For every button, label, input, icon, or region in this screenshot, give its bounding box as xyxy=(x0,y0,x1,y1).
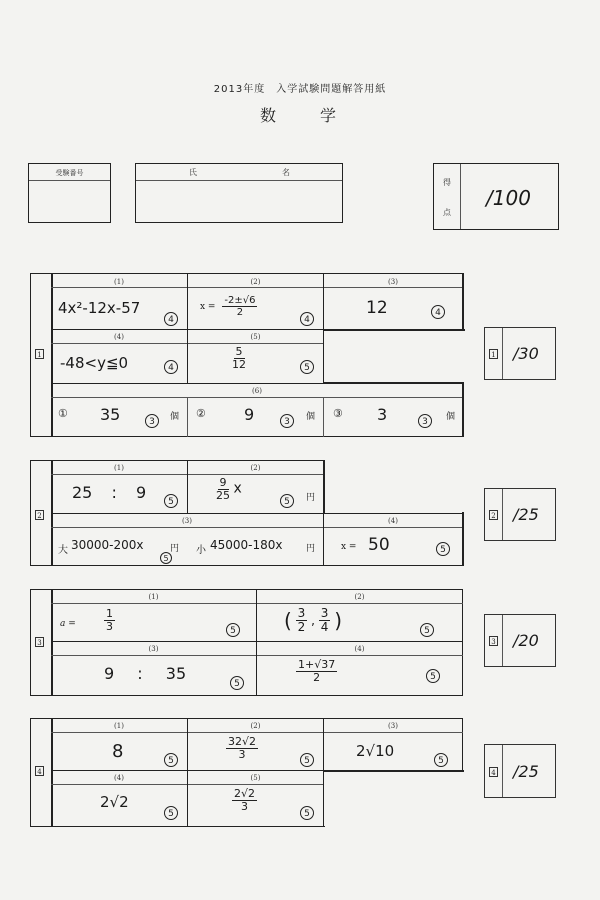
q4-points-1: 5 xyxy=(164,753,178,767)
q4-label-1: (1) xyxy=(114,722,124,730)
q1-6-points-2: 3 xyxy=(280,414,294,428)
q3-number: 3 xyxy=(35,637,44,647)
q1-answer-2 xyxy=(200,295,257,318)
name-box[interactable] xyxy=(135,163,343,223)
q4-label-5: (5) xyxy=(250,774,261,782)
q1-answer-2-den: 2 xyxy=(236,307,244,318)
q1-points-3: 4 xyxy=(431,305,445,319)
q3-label-3: (3) xyxy=(148,645,159,653)
q3-answer-3-left: 9 xyxy=(104,664,115,683)
q3-score-box xyxy=(484,614,556,667)
name-label-1: 氏 xyxy=(189,168,197,177)
score-label-2: 点 xyxy=(443,208,451,217)
q3-answer-2-n1: 3 xyxy=(297,606,306,620)
q3-points-2: 5 xyxy=(420,623,434,637)
q3-label-1: (1) xyxy=(148,593,159,601)
exam-number-label: 受験番号 xyxy=(55,169,84,177)
q1-score: /30 xyxy=(513,344,539,363)
q3-answer-2-open: ( xyxy=(284,608,292,633)
q3-points-4: 5 xyxy=(426,669,440,683)
page-title: 2013年度 入学試験問題解答用紙 xyxy=(213,84,387,95)
q3-answer-3-colon: : xyxy=(137,664,143,683)
q4-answer-2-num: 32√2 xyxy=(228,735,257,748)
q1-points-2: 4 xyxy=(300,312,314,326)
q2-label-3: (3) xyxy=(182,517,192,525)
q2-answer-1-right: 9 xyxy=(135,483,147,502)
q1-score-box xyxy=(484,327,556,380)
q1-label-4: (4) xyxy=(114,333,124,341)
q1-label-5: (5) xyxy=(250,333,261,341)
q4-answer-2 xyxy=(226,736,258,761)
q4-score: /25 xyxy=(513,762,539,781)
q4-answer-5-num: 2√2 xyxy=(234,787,256,800)
q3-answer-1-num: 1 xyxy=(106,607,113,620)
q4-points-2: 5 xyxy=(300,753,314,767)
q2-points-4: 5 xyxy=(436,542,450,556)
q3-answer-1-den: 3 xyxy=(106,620,113,634)
q3-answer-2-d2: 4 xyxy=(320,620,329,635)
q3-answer-2-n2: 3 xyxy=(320,606,329,620)
q2-answer-2-den: 25 xyxy=(216,489,230,503)
q1-points-5: 5 xyxy=(300,360,314,374)
q4-points-3: 5 xyxy=(434,753,448,767)
q1-answer-1: 4x²-12x-57 xyxy=(58,299,141,317)
q1-6-unit-2: 個 xyxy=(306,412,316,422)
q4-points-4: 5 xyxy=(164,806,178,820)
q4-label-4: (4) xyxy=(114,774,124,782)
q2-score-box xyxy=(484,488,556,541)
q3-answer-1-prefix: a = xyxy=(60,619,76,629)
q4-label-2: (2) xyxy=(250,722,261,730)
q1-answer-5 xyxy=(232,346,246,371)
q3-answer-4-num: 1+√37 xyxy=(298,658,336,671)
q4-score-number: 4 xyxy=(489,767,498,777)
q2-answer-3-small-unit: 円 xyxy=(306,544,316,554)
q3-score-number: 3 xyxy=(489,636,498,646)
q2-number: 2 xyxy=(35,510,44,520)
q3-score: /20 xyxy=(513,631,539,650)
q1-label-3: (3) xyxy=(388,278,398,286)
q3-label-2: (2) xyxy=(354,593,365,601)
q4-answer-5-den: 3 xyxy=(241,800,248,814)
q2-score-number: 2 xyxy=(489,510,498,520)
q3-answer-2-d1: 2 xyxy=(297,620,306,635)
q2-answer-4-prefix: x = xyxy=(341,542,357,552)
q1-6-value-2: 9 xyxy=(244,405,255,424)
q1-answer-3: 12 xyxy=(366,298,388,318)
q1-6-unit-3: 個 xyxy=(446,412,456,422)
q2-answer-3-small: 45000-180x xyxy=(210,538,283,552)
q2-points-3: 5 xyxy=(160,552,172,564)
q1-6-mark-1: ① xyxy=(58,407,68,420)
q4-label-3: (3) xyxy=(388,722,398,730)
q3-answer-2-close: ) xyxy=(334,608,343,633)
q2-answer-3-big-unit: 円 xyxy=(170,544,180,554)
q3-points-3: 5 xyxy=(230,676,244,690)
q1-6-mark-2: ② xyxy=(196,407,206,420)
q4-answer-5 xyxy=(232,788,257,813)
exam-number-box[interactable] xyxy=(28,163,111,223)
score-label-1: 得 xyxy=(443,178,451,187)
q1-6-mark-3: ③ xyxy=(333,407,343,420)
q1-answer-2-prefix: x = xyxy=(200,302,216,312)
total-score: /100 xyxy=(486,186,531,210)
q2-label-4: (4) xyxy=(388,517,398,525)
name-label-2: 名 xyxy=(282,168,290,177)
q3-points-1: 5 xyxy=(226,623,240,637)
q4-answer-3: 2√10 xyxy=(356,742,395,760)
q1-score-number: 1 xyxy=(489,349,498,359)
q3-answer-3-right: 35 xyxy=(165,664,187,683)
q3-answer-3 xyxy=(104,664,186,683)
q2-answer-1 xyxy=(72,483,146,502)
q3-answer-4 xyxy=(296,659,337,684)
q4-answer-1: 8 xyxy=(112,741,124,762)
q4-number: 4 xyxy=(35,766,44,776)
q2-answer-2-unit: 円 xyxy=(306,493,316,503)
q2-answer-1-left: 25 xyxy=(72,483,93,502)
q4-answer-4: 2√2 xyxy=(100,793,129,811)
q1-label-6: (6) xyxy=(252,387,262,395)
q2-answer-2-var: x xyxy=(233,480,242,497)
q1-answer-5-num: 5 xyxy=(235,345,243,358)
subject-title: 数 学 xyxy=(259,106,340,125)
q1-points-4: 4 xyxy=(164,360,178,374)
q2-answer-4: 50 xyxy=(368,535,390,555)
q1-6-points-1: 3 xyxy=(145,414,159,428)
q4-score-box xyxy=(484,744,556,798)
q3-answer-4-den: 2 xyxy=(313,671,321,685)
q1-6-value-3: 3 xyxy=(377,405,388,424)
q2-label-2: (2) xyxy=(250,464,261,472)
q1-number: 1 xyxy=(35,349,44,359)
q2-label-1: (1) xyxy=(114,464,124,472)
q1-answer-2-num: -2±√6 xyxy=(224,295,256,306)
q2-points-1: 5 xyxy=(164,494,178,508)
q1-6-unit-1: 個 xyxy=(170,412,180,422)
q1-answer-4: -48<y≦0 xyxy=(60,354,129,372)
q1-label-2: (2) xyxy=(250,278,261,286)
q1-answer-5-den: 12 xyxy=(232,358,246,372)
q3-label-4: (4) xyxy=(354,645,365,653)
q2-answer-2-num: 9 xyxy=(219,476,227,489)
q4-answer-2-den: 3 xyxy=(238,748,246,762)
q1-label-1: (1) xyxy=(114,278,124,286)
q4-points-5: 5 xyxy=(300,806,314,820)
q3-answer-1 xyxy=(104,608,115,633)
q3-answer-box xyxy=(30,589,463,696)
q2-answer-2 xyxy=(216,477,242,502)
q2-answer-3-big-label: 大 xyxy=(58,545,68,556)
q2-answer-1-colon: : xyxy=(111,483,117,502)
q1-6-value-1: 35 xyxy=(100,405,121,424)
q3-answer-2-sep: , xyxy=(311,613,315,628)
q2-points-2: 5 xyxy=(280,494,294,508)
q1-points-1: 4 xyxy=(164,312,178,326)
q1-6-points-3: 3 xyxy=(418,414,432,428)
q2-answer-3-big: 30000-200x xyxy=(71,538,144,552)
q2-score: /25 xyxy=(513,505,539,524)
q2-answer-3-small-label: 小 xyxy=(196,545,206,556)
total-score-box xyxy=(433,163,559,230)
q3-answer-2 xyxy=(284,607,342,634)
